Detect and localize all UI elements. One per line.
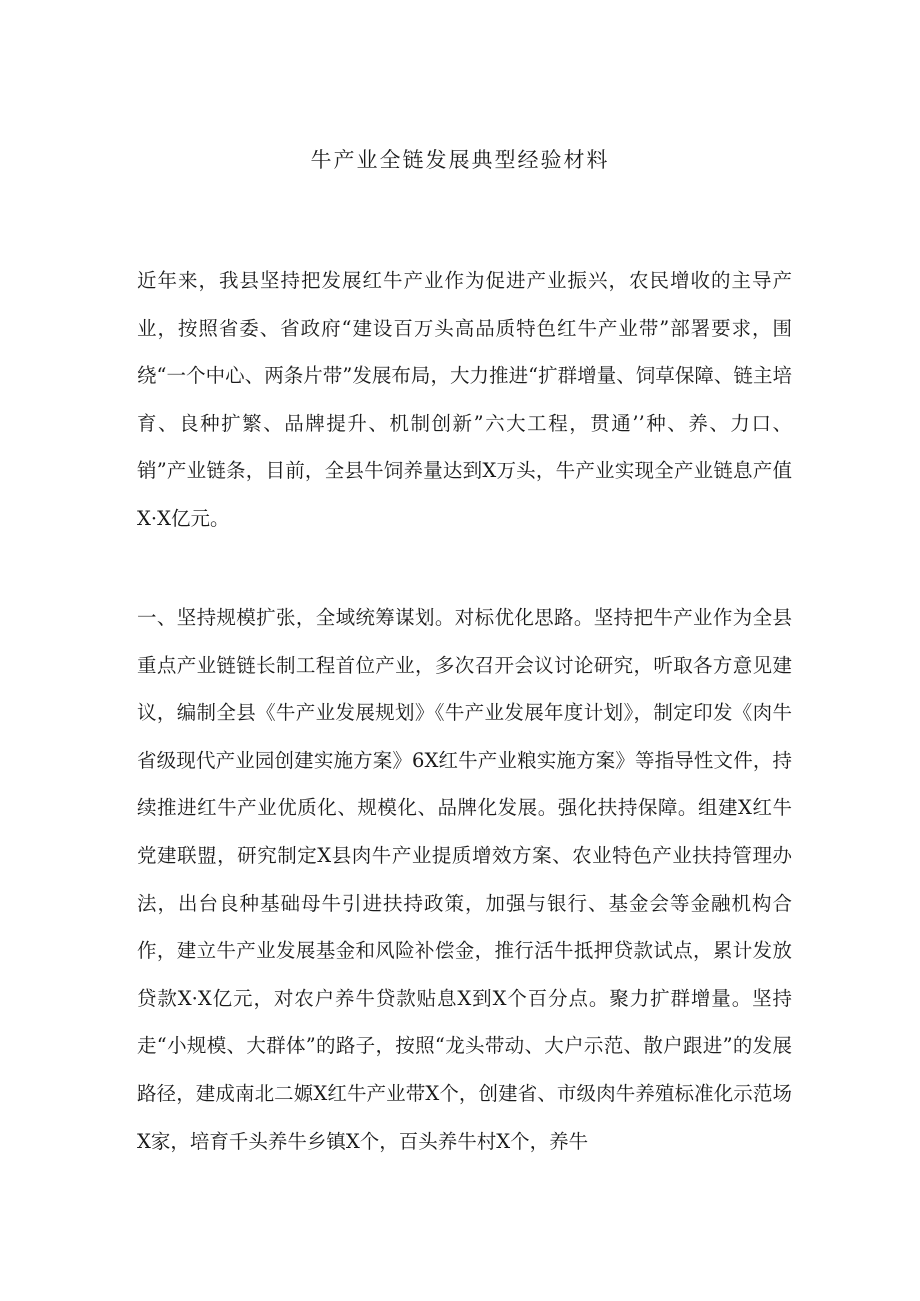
- paragraph-section-1: 一、坚持规模扩张，全域统筹谋划。对标优化思路。坚持把牛产业作为全县重点产业链链长制工程首位产业，多次召开会议讨论研究，听取各方意见建议，编制全县《牛产业发展规划》《牛产业发展年度计划》，制定印发《肉牛省级现代产业园创建实施方案》6X红牛产业粮实施方案》等指导性文件，持续推进红牛产业优质化、规模化、品牌化发展。强化扶持保障。组建X红牛党建联盟，研究制定X县肉牛产业提质增效方案、农业特色产业扶持管理办法，出台良种基础母牛引进扶持政策，加强与银行、基金会等金融机构合作，建立牛产业发展基金和风险补偿金，推行活牛抵押贷款试点，累计发放贷款X·X亿元，对农户养牛贷款贴息X到X个百分点。聚力扩群增量。坚持走“小规模、大群体”的路子，按照“龙头带动、大户示范、散户跟进”的发展路径，建成南北二嫄X红牛产业带X个，创建省、市级肉牛养殖标准化示范场X家，培育千头养牛乡镇X个，百头养牛村X个，养牛: [137, 606, 792, 1153]
- document-title: 牛产业全链发展典型经验材料: [310, 148, 610, 172]
- paragraph-intro: 近年来，我县坚持把发展红牛产业作为促进产业振兴，农民增收的主导产业，按照省委、省政府“建设百万头高品质特色红牛产业带”部署要求，围绕“一个中心、两条片带”发展布局，大力推进“扩群增量、饲草保障、链主培育、良种扩繁、品牌提升、机制创新”六大工程，贯通’’种、养、力口、销”产业链条，目前，全县牛饲养量达到X万头，牛产业实现全产业链息产值X·X亿元。: [137, 269, 792, 530]
